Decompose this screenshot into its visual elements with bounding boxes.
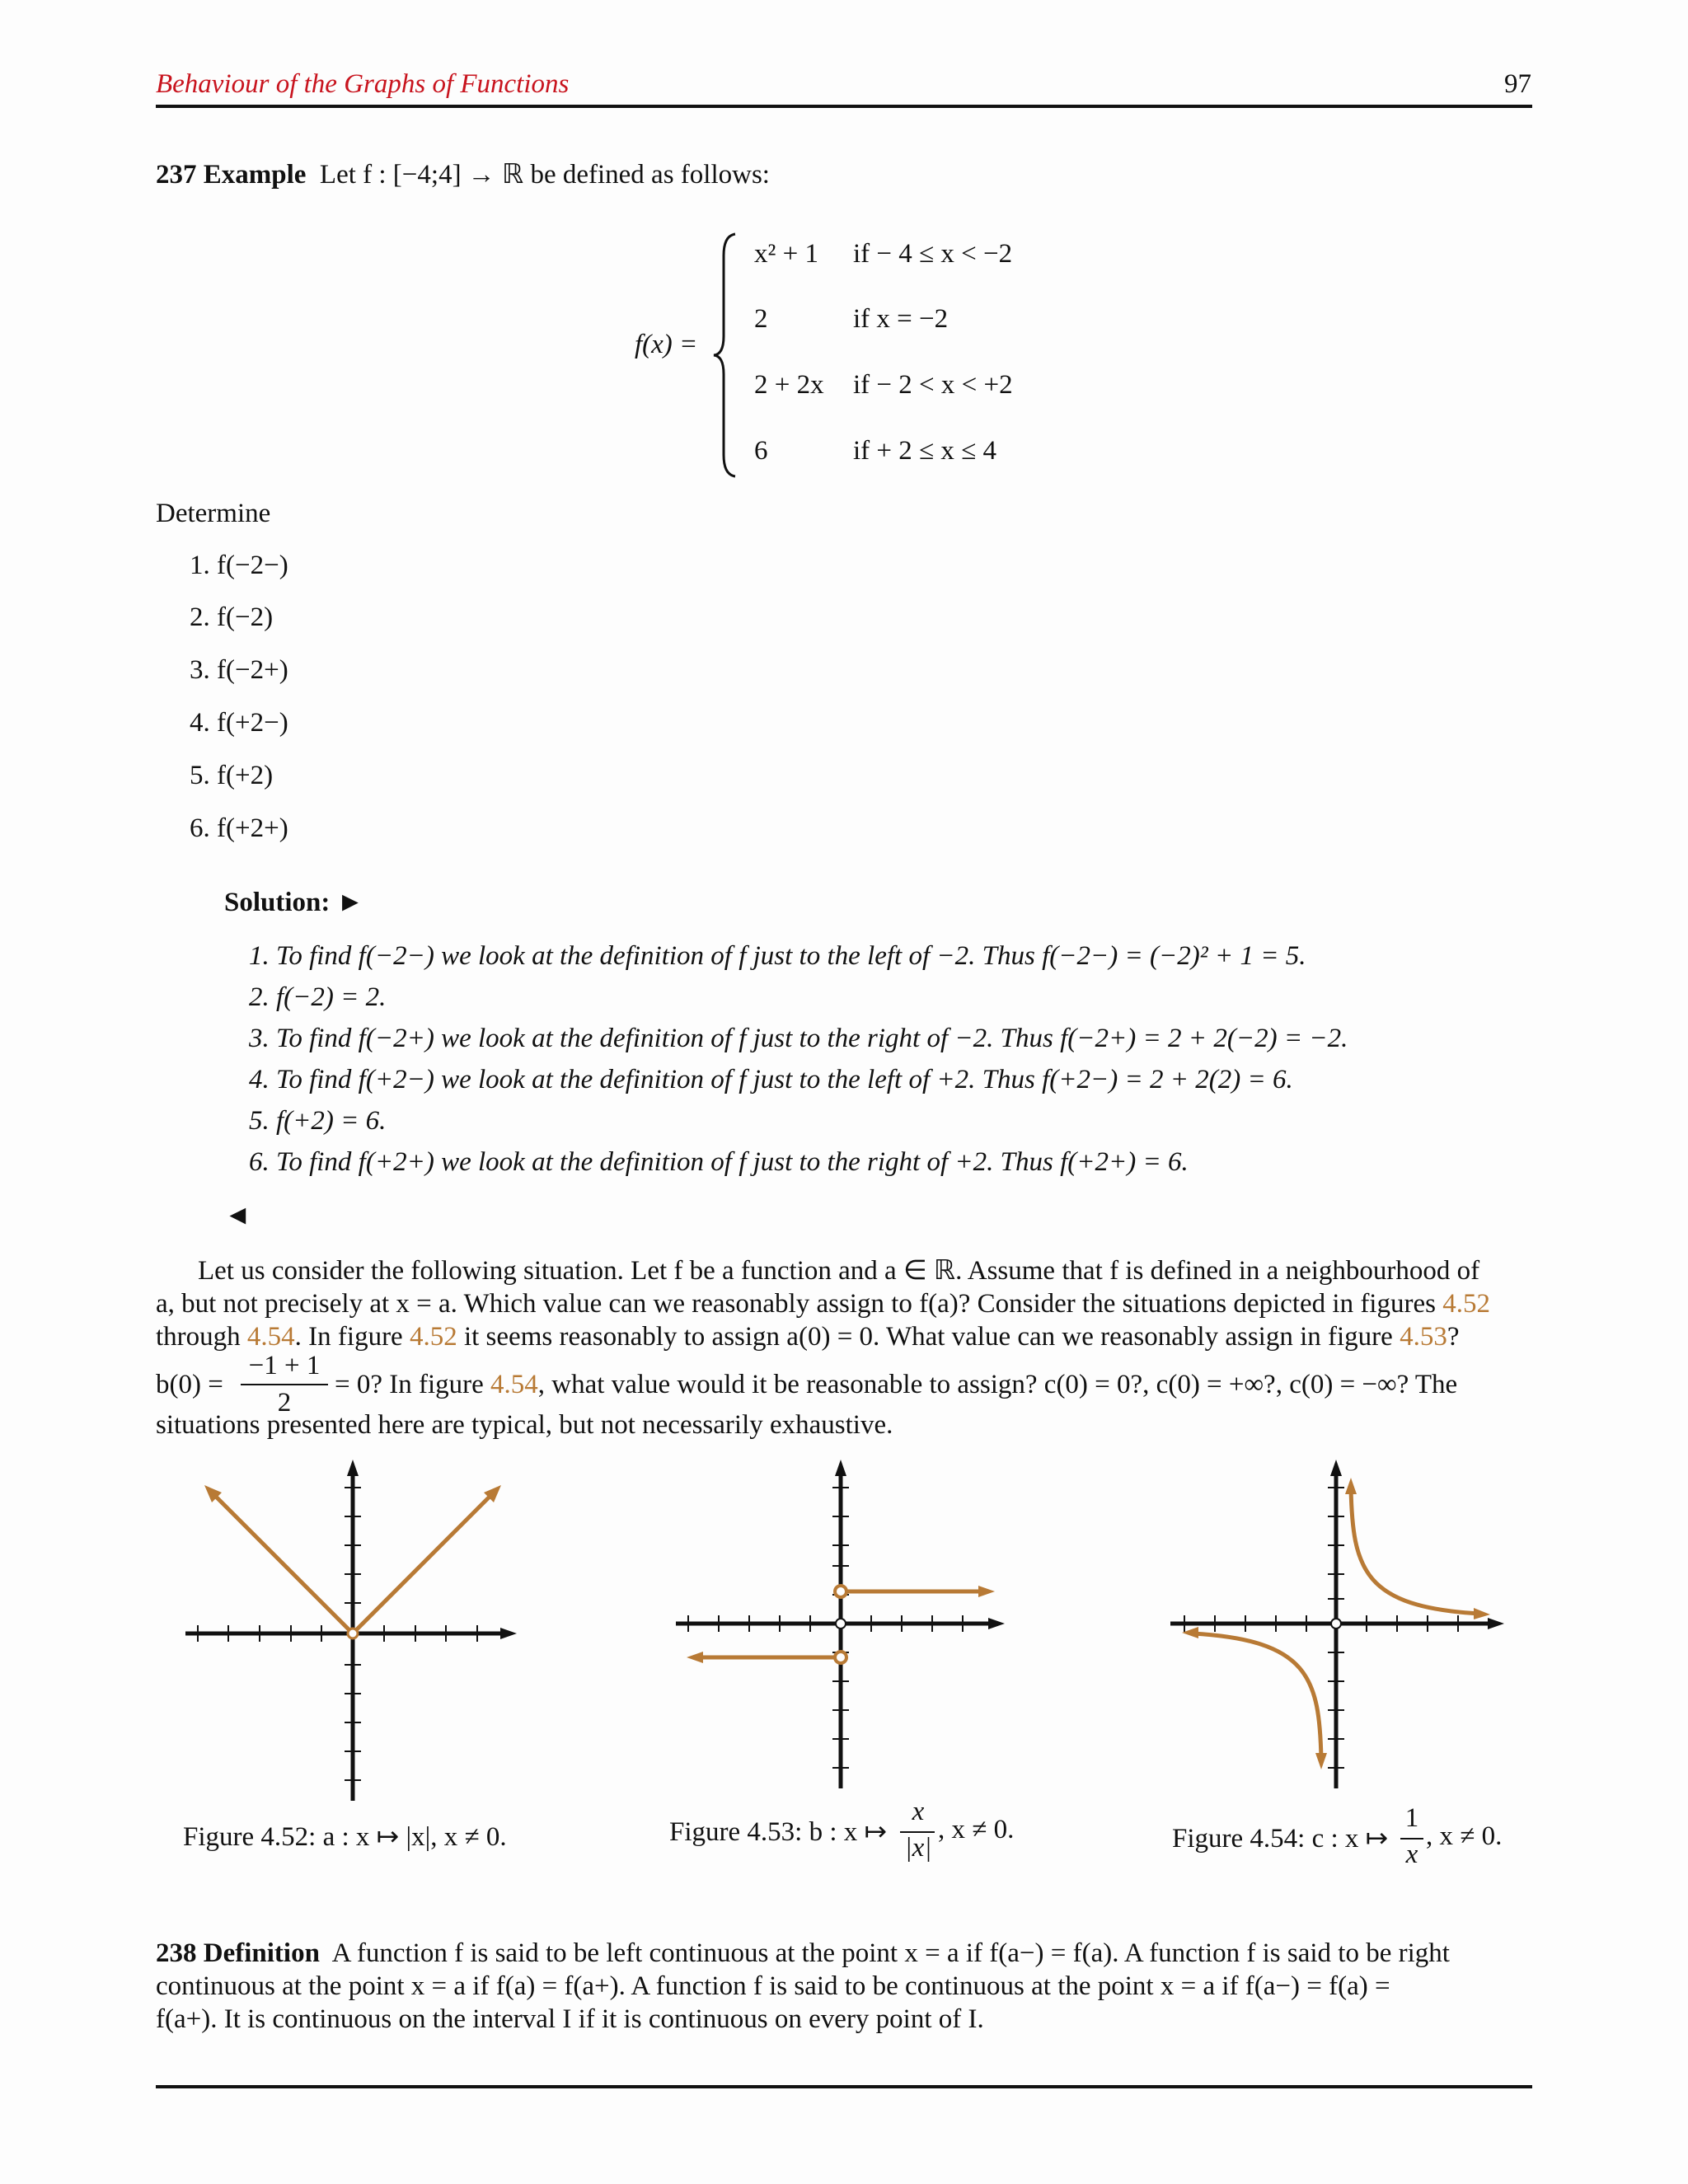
solution-line: 3. To find f(−2+) we look at the definition of f just to the right of −2. Thus f(−2+) = 2 + 2(−2) = −2. bbox=[249, 1024, 1348, 1053]
fx-label: f(x) = bbox=[635, 330, 698, 359]
example-heading bbox=[156, 158, 770, 191]
arrow-head bbox=[1474, 1608, 1490, 1619]
end-of-solution-mark: ◄ bbox=[224, 1201, 251, 1230]
example-label: 237 Example bbox=[156, 160, 307, 190]
determine-label: Determine bbox=[156, 499, 271, 528]
solution-line: 2. f(−2) = 2. bbox=[249, 982, 387, 1012]
fraction-bar bbox=[241, 1384, 328, 1385]
arrow-head bbox=[1345, 1478, 1357, 1494]
arrow-head bbox=[687, 1652, 703, 1663]
case-4-expr: 6 bbox=[754, 436, 768, 466]
caption-fraction-den: x bbox=[1405, 1840, 1418, 1869]
figure-link-4-52[interactable]: 4.52 bbox=[409, 1322, 457, 1352]
paragraph-line: Let us consider the following situation. Let f be a function and a ∈ ℝ. Assume that f is defined in a neighbourhood of bbox=[198, 1256, 1480, 1286]
paragraph-text: . In figure bbox=[294, 1322, 410, 1352]
solution-label: Solution: ► bbox=[224, 888, 364, 917]
figure-link-4-52[interactable]: 4.52 bbox=[1442, 1289, 1490, 1319]
solution-line: 1. To find f(−2−) we look at the definition of f just to the left of −2. Thus f(−2−) = (−2)² + 1 = 5. bbox=[249, 941, 1306, 971]
list-item: 2. f(−2) bbox=[190, 602, 274, 632]
figure-4-53-caption-b: , x ≠ 0. bbox=[938, 1815, 1015, 1844]
left-brace bbox=[710, 231, 743, 480]
b0-label: b(0) = bbox=[156, 1370, 223, 1399]
fraction-denominator: 2 bbox=[277, 1388, 292, 1418]
list-item: 5. f(+2) bbox=[190, 761, 274, 790]
caption-fraction-den: |x| bbox=[904, 1833, 932, 1863]
paragraph-text: ? bbox=[1447, 1322, 1460, 1352]
footer-rule bbox=[156, 2085, 1532, 2088]
figure-4-54-caption-a: Figure 4.54: c : x ↦ bbox=[1172, 1824, 1389, 1854]
paragraph-line: situations presented here are typical, but not necessarily exhaustive. bbox=[156, 1410, 893, 1440]
case-3-expr: 2 + 2x bbox=[754, 370, 824, 400]
header-rule bbox=[156, 105, 1532, 108]
list-item: 4. f(+2−) bbox=[190, 708, 288, 738]
origin-point bbox=[836, 1619, 846, 1629]
list-item: 3. f(−2+) bbox=[190, 655, 288, 685]
definition-line: f(a+). It is continuous on the interval I if it is continuous on every point of I. bbox=[156, 2004, 984, 2034]
page-number: 97 bbox=[1504, 69, 1531, 99]
case-1-cond: if − 4 ≤ x < −2 bbox=[853, 239, 1013, 269]
figure-4-54-caption-b: , x ≠ 0. bbox=[1426, 1821, 1503, 1851]
solution-line: 5. f(+2) = 6. bbox=[249, 1106, 387, 1136]
figure-link-4-54[interactable]: 4.54 bbox=[246, 1322, 295, 1352]
definition-text: A function f is said to be left continuous at the point x = a if f(a−) = f(a). A function f is said to be right bbox=[331, 1938, 1450, 1968]
figure-link-4-53[interactable]: 4.53 bbox=[1400, 1322, 1447, 1352]
caption-fraction-num: 1 bbox=[1404, 1803, 1419, 1833]
case-2-cond: if x = −2 bbox=[853, 304, 949, 334]
figure-4-52 bbox=[177, 1455, 523, 1809]
paragraph-text: = 0? In figure bbox=[335, 1370, 491, 1399]
running-header: Behaviour of the Graphs of Functions bbox=[156, 69, 570, 99]
caption-fraction-num: x bbox=[912, 1797, 925, 1826]
paragraph-line bbox=[335, 1368, 1457, 1401]
list-item: 1. f(−2−) bbox=[190, 551, 288, 580]
figure-4-54 bbox=[1166, 1455, 1512, 1793]
case-4-cond: if + 2 ≤ x ≤ 4 bbox=[853, 436, 996, 466]
hole-point bbox=[348, 1629, 358, 1638]
paragraph-line bbox=[156, 1287, 1490, 1320]
figure-4-52-caption: Figure 4.52: a : x ↦ |x|, x ≠ 0. bbox=[183, 1822, 507, 1852]
figure-4-53 bbox=[672, 1455, 1018, 1793]
case-3-cond: if − 2 < x < +2 bbox=[853, 370, 1013, 400]
origin-point bbox=[1331, 1619, 1341, 1629]
paragraph-text: it seems reasonably to assign a(0) = 0. What value can we reasonably assign in figure bbox=[457, 1322, 1400, 1352]
open-point bbox=[835, 1652, 846, 1663]
paragraph-line bbox=[156, 1320, 1459, 1353]
figure-4-53-caption-a: Figure 4.53: b : x ↦ bbox=[669, 1817, 888, 1847]
definition-line: continuous at the point x = a if f(a) = f(a+). A function f is said to be continuous at the point x = a if f(a−) = f(a) = bbox=[156, 1971, 1390, 2001]
list-item: 6. f(+2+) bbox=[190, 813, 288, 843]
solution-line: 6. To find f(+2+) we look at the definition of f just to the right of +2. Thus f(+2+) = 6. bbox=[249, 1147, 1189, 1177]
arrow-head bbox=[978, 1586, 995, 1597]
figure-link-4-54[interactable]: 4.54 bbox=[490, 1370, 538, 1399]
fraction-numerator: −1 + 1 bbox=[248, 1351, 321, 1380]
paragraph-text: through bbox=[156, 1322, 247, 1352]
case-1-expr: x² + 1 bbox=[754, 239, 819, 269]
definition-line bbox=[156, 1937, 1450, 1970]
paragraph-text: , what value would it be reasonable to assign? c(0) = 0?, c(0) = +∞?, c(0) = −∞? The bbox=[537, 1370, 1458, 1399]
paragraph-text: a, but not precisely at x = a. Which value can we reasonably assign to f(a)? Consider the situations depicted in figures bbox=[156, 1289, 1443, 1319]
example-statement: Let f : [−4;4] → ℝ be defined as follows: bbox=[319, 160, 770, 190]
definition-label: 238 Definition bbox=[156, 1938, 320, 1968]
open-point bbox=[835, 1586, 846, 1597]
case-2-expr: 2 bbox=[754, 304, 768, 334]
solution-line: 4. To find f(+2−) we look at the definition of f just to the left of +2. Thus f(+2−) = 2 + 2(2) = 6. bbox=[249, 1065, 1293, 1094]
arrow-head bbox=[1315, 1753, 1327, 1769]
